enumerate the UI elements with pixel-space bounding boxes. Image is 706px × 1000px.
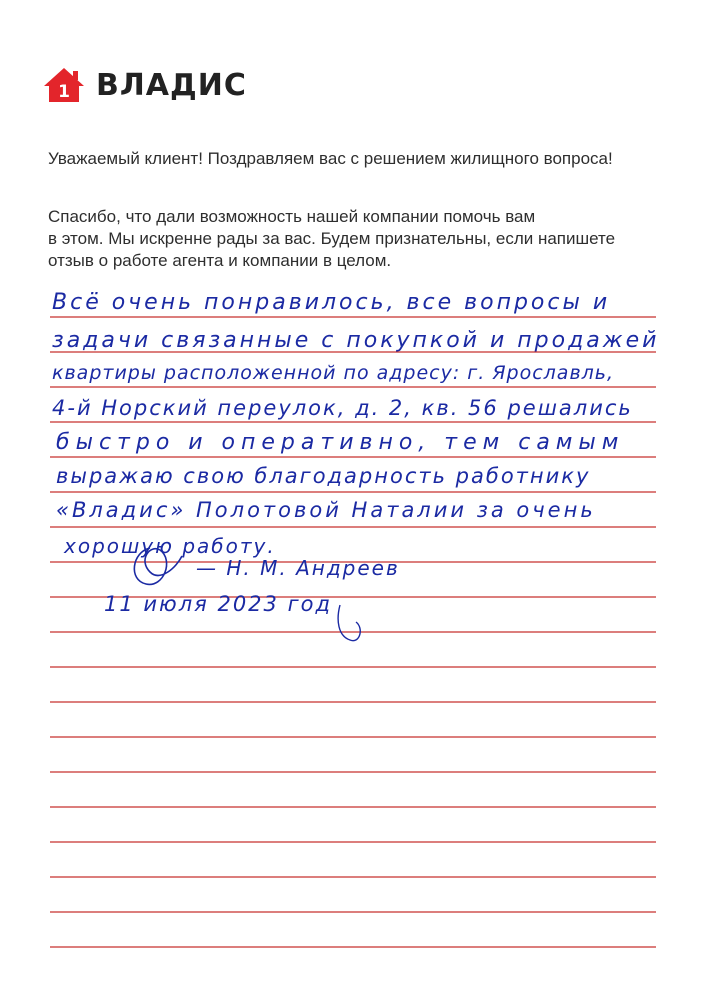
- review-line-1: Всё очень понравилось, все вопросы и: [52, 290, 611, 315]
- review-line-2: задачи связанные с покупкой и продажей: [52, 328, 660, 353]
- review-line-8: хорошую работу.: [64, 534, 276, 558]
- review-date: 11 июля 2023 год: [104, 592, 332, 616]
- logo-badge-number: 1: [58, 82, 70, 102]
- request-line-1: Спасибо, что дали возможность нашей компании помочь вам: [48, 207, 536, 226]
- review-line-6: выражаю свою благодарность работнику: [56, 464, 591, 488]
- brand-name: ВЛАДИС: [96, 67, 247, 103]
- request-line-3: отзыв о работе агента и компании в целом.: [48, 251, 392, 270]
- review-line-3: квартиры расположенной по адресу: г. Ярославль,: [52, 362, 615, 384]
- review-line-5: быстро и оперативно, тем самым: [56, 430, 625, 455]
- review-line-7: «Владис» Полотовой Наталии за очень: [56, 498, 596, 522]
- greeting-text: Уважаемый клиент! Поздравляем вас с решением жилищного вопроса!: [48, 149, 613, 168]
- request-line-2: в этом. Мы искренне рады за вас. Будем признательны, если напишете: [48, 229, 616, 248]
- signature: — Н. М. Андреев: [196, 556, 400, 580]
- review-line-4: 4-й Норский переулок, д. 2, кв. 56 решались: [52, 396, 633, 420]
